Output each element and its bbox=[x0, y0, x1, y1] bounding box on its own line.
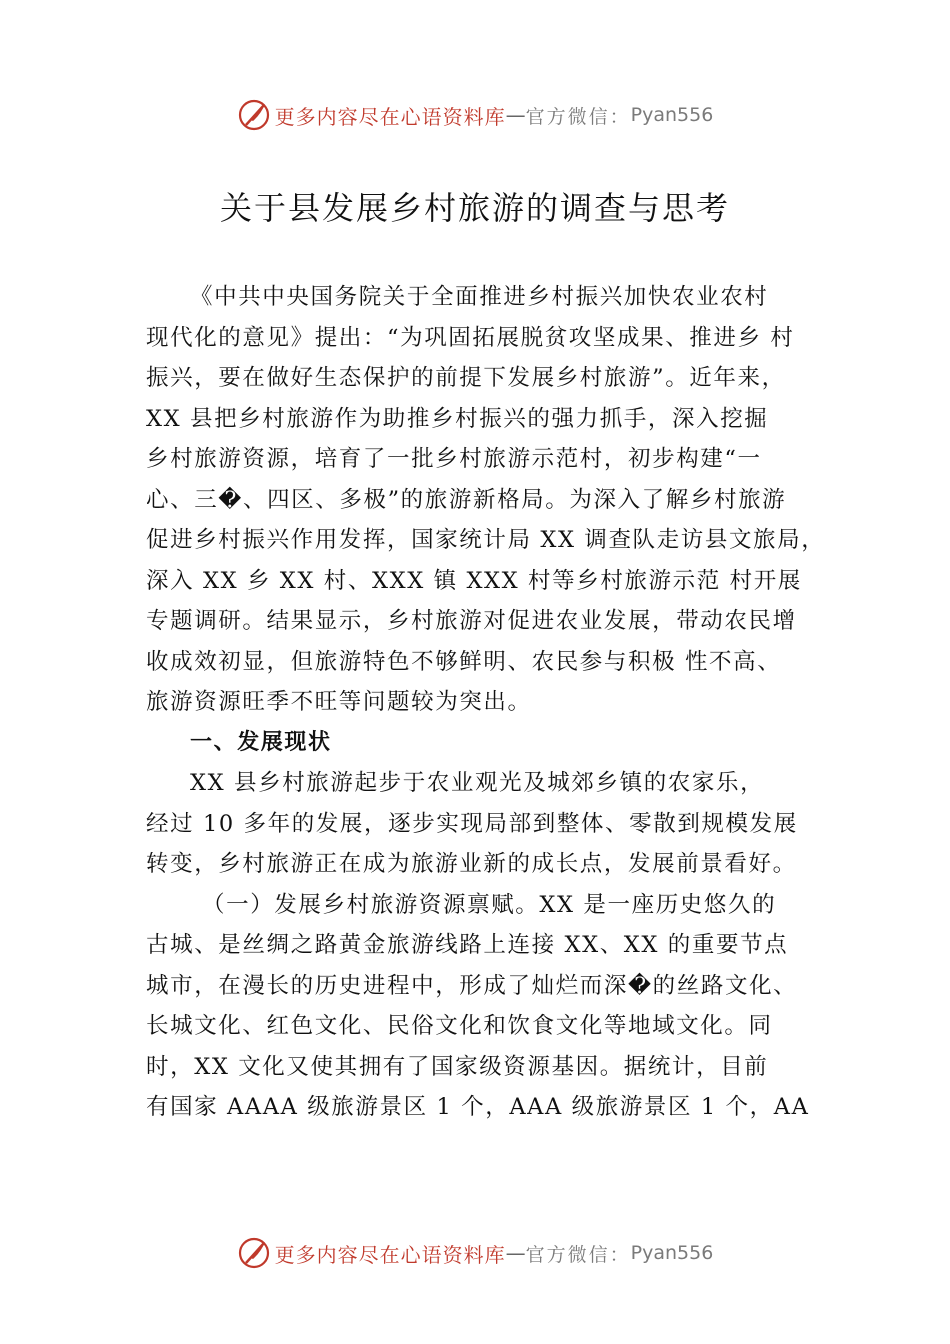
section-line: XX 县乡村旅游起步于农业观光及城郊乡镇的农家乐， bbox=[190, 770, 765, 796]
subsection-line: 长城文化、红色文化、民俗文化和饮食文化等地域文化。同 bbox=[146, 1013, 773, 1039]
quill-logo-icon bbox=[237, 1236, 271, 1270]
intro-line: 深入 XX 乡 XX 村、XXX 镇 XXX 村等乡村旅游示范 村开展 bbox=[146, 567, 802, 594]
subsection-line: （一）发展乡村旅游资源禀赋。XX 是一座历史悠久的 bbox=[202, 891, 777, 918]
document-body bbox=[146, 277, 836, 1128]
subsection-line: 时，XX 文化又使其拥有了国家级资源基因。据统计，目前 bbox=[146, 1053, 769, 1080]
footer-watermark bbox=[0, 1233, 950, 1273]
intro-line: 收成效初显，但旅游特色不够鲜明、农民参与积极 性不高、 bbox=[146, 648, 782, 675]
intro-line: 旅游资源旺季不旺等问题较为突出。 bbox=[146, 689, 532, 715]
subsection-line: 古城、是丝绸之路黄金旅游线路上连接 XX、XX 的重要节点 bbox=[146, 932, 789, 958]
intro-line: 专题调研。结果显示，乡村旅游对促进农业发展，带动农民增 bbox=[146, 608, 797, 634]
intro-line: 乡村旅游资源，培育了一批乡村旅游示范村，初步构建“一 bbox=[146, 446, 762, 472]
subsection-line: 城市，在漫长的历史进程中，形成了灿烂而深�的丝路文化、 bbox=[146, 972, 798, 999]
intro-line: XX 县把乡村旅游作为助推乡村振兴的强力抓手，深入挖掘 bbox=[146, 405, 769, 432]
watermark-brand: 更多内容尽在心语资料库 bbox=[274, 104, 506, 129]
intro-line: 促进乡村振兴作用发挥，国家统计局 XX 调查队走访县文旅局， bbox=[146, 527, 826, 553]
section-line: 转变，乡村旅游正在成为旅游业新的成长点，发展前景看好。 bbox=[146, 851, 797, 877]
intro-line: 现代化的意见》提出：“为巩固拓展脱贫攻坚成果、推进乡 村 bbox=[146, 324, 795, 351]
intro-line: 心、三�、四区、多极”的旅游新格局。为深入了解乡村旅游 bbox=[146, 486, 787, 513]
subsection-line: 有国家 AAAA 级旅游景区 1 个，AAA 级旅游景区 1 个，AA bbox=[146, 1094, 810, 1120]
intro-line: 《中共中央国务院关于全面推进乡村振兴加快农业农村 bbox=[190, 284, 769, 310]
quill-logo-icon bbox=[237, 98, 271, 132]
header-watermark bbox=[0, 95, 950, 135]
section-line: 经过 10 多年的发展，逐步实现局部到整体、零散到规模发展 bbox=[146, 810, 798, 837]
watermark-dash: — bbox=[505, 1241, 526, 1265]
document-title: 关于县发展乡村旅游的调查与思考 bbox=[219, 189, 730, 227]
watermark-wechat-id: Pyan556 bbox=[630, 104, 714, 126]
watermark-wechat-label: 官方微信： bbox=[525, 1243, 631, 1266]
section-heading: 一、发展现状 bbox=[190, 729, 332, 755]
watermark-brand: 更多内容尽在心语资料库 bbox=[274, 1242, 506, 1267]
watermark-wechat-label: 官方微信： bbox=[525, 105, 631, 128]
intro-line: 振兴，要在做好生态保护的前提下发展乡村旅游”。近年来， bbox=[146, 365, 786, 391]
watermark-wechat-id: Pyan556 bbox=[630, 1242, 714, 1264]
watermark-dash: — bbox=[505, 103, 526, 127]
